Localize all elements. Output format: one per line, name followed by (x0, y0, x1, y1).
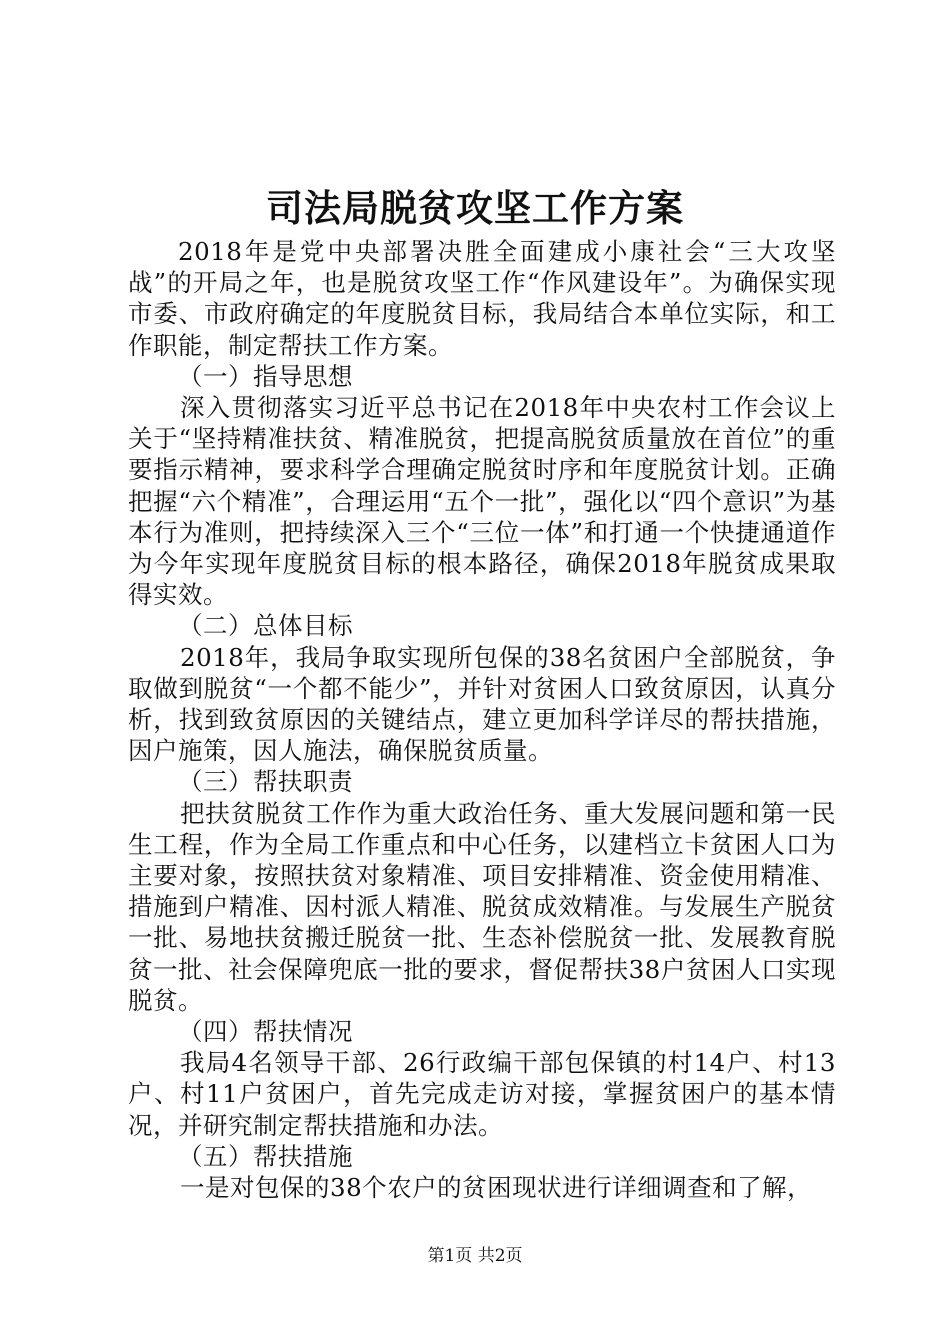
section-heading-1: （一）指导思想 (178, 361, 353, 391)
document-body (128, 236, 836, 1203)
section-paragraph-5: 一是对包保的38个农户的贫困现状进行详细调查和了解， (180, 1173, 813, 1203)
section-heading-4: （四）帮扶情况 (178, 1017, 353, 1047)
section-paragraph-4: 我局4名领导干部、26行政编干部包保镇的村14户、村13户、村11户贫困户，首先完成走访对接，掌握贫困户的基本情况，并研究制定帮扶措施和办法。 (128, 1048, 836, 1140)
section-heading-3: （三）帮扶职责 (178, 767, 353, 797)
document-title: 司法局脱贫攻坚工作方案 (266, 186, 684, 230)
section-paragraph-3: 把扶贫脱贫工作作为重大政治任务、重大发展问题和第一民生工程，作为全局工作重点和中心任务，以建档立卡贫困人口为主要对象，按照扶贫对象精准、项目安排精准、资金使用精准、措施到户精准、因村派人精准、脱贫成效精准。与发展生产脱贫一批、易地扶贫搬迁脱贫一批、生态补偿脱贫一批、发展教育脱贫一批、社会保障兜底一批的要求，督促帮扶38户贫困人口实现脱贫。 (128, 798, 836, 1015)
intro-paragraph: 2018年是党中央部署决胜全面建成小康社会“三大攻坚战”的开局之年，也是脱贫攻坚工作“作风建设年”。为确保实现市委、市政府确定的年度脱贫目标，我局结合本单位实际，和工作职能，制定帮扶工作方案。 (128, 237, 836, 360)
page-footer: 第1页 共2页 (427, 1246, 523, 1266)
section-heading-2: （二）总体目标 (178, 611, 353, 641)
section-paragraph-2: 2018年，我局争取实现所包保的38名贫困户全部脱贫，争取做到脱贫“一个都不能少”，并针对贫困人口致贫原因，认真分析，找到致贫原因的关键结点，建立更加科学详尽的帮扶措施，因户施策，因人施法，确保脱贫质量。 (128, 642, 836, 766)
section-paragraph-1: 深入贯彻落实习近平总书记在2018年中央农村工作会议上关于“坚持精准扶贫、精准脱贫，把提高脱贫质量放在首位”的重要指示精神，要求科学合理确定脱贫时序和年度脱贫计划。正确把握“六个精准”，合理运用“五个一批”，强化以“四个意识”为基本行为准则，把持续深入三个“三位一体”和打通一个快捷通道作为今年实现年度脱贫目标的根本路径，确保2018年脱贫成果取得实效。 (128, 393, 836, 610)
section-heading-5: （五）帮扶措施 (178, 1141, 353, 1171)
